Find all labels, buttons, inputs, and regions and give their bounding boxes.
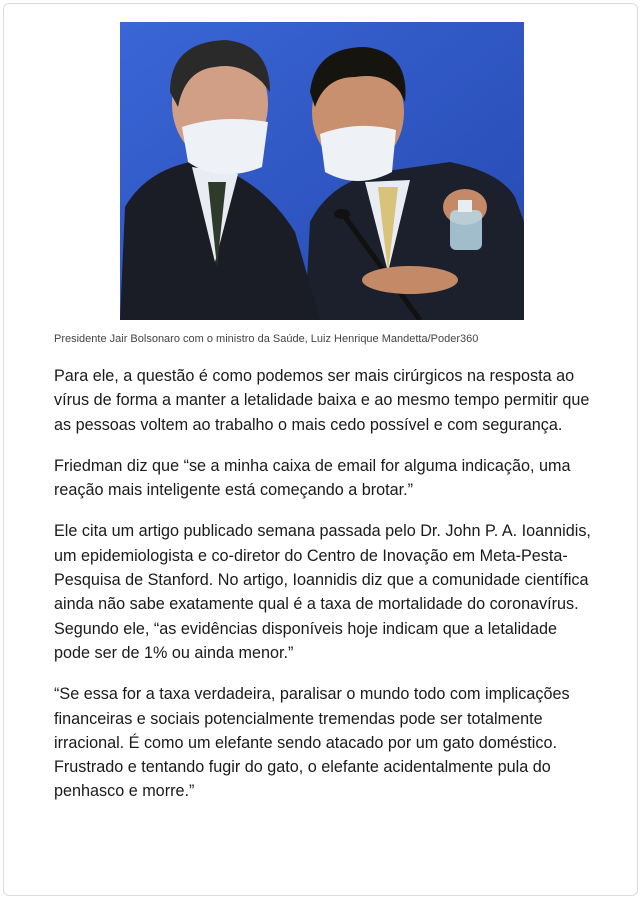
paragraph-1: Para ele, a questão é como podemos ser mais cirúrgicos na resposta ao vírus de forma a manter a letalidade baixa e ao mesmo tempo permitir que as pessoas voltem ao trabalho o mais cedo possível e com segurança.: [54, 367, 590, 434]
photo-illustration: [120, 22, 524, 320]
paragraph-2: Friedman diz que “se a minha caixa de email for alguma indicação, uma reação mais inteligente está começando a brotar.”: [54, 456, 571, 500]
photo-caption: Presidente Jair Bolsonaro com o ministro da Saúde, Luiz Henrique Mandetta/Poder360: [54, 333, 479, 345]
article-photo: [120, 22, 524, 320]
article-body: [54, 364, 594, 821]
paragraph-4: “Se essa for a taxa verdadeira, paralisar o mundo todo com implicações financeiras e sociais potencialmente tremendas pode ser totalmente irracional. É como um elefante sendo atacado por um gato doméstico. Frustrado e tentando fugir do gato, o elefante acidentalmente pula do penhasco e morre.”: [54, 685, 570, 801]
paragraph-3: Ele cita um artigo publicado semana passada pelo Dr. John P. A. Ioannidis, um epidemiologista e co-diretor do Centro de Inovação em Meta-Pesta-Pesquisa de Stanford. No artigo, Ioannidis diz que a comunidade científica ainda não sabe exatamente qual é a taxa de mortalidade do coronavírus. Segundo ele, “as evidências disponíveis hoje indicam que a letalidade pode ser de 1% ou ainda menor.”: [54, 522, 591, 662]
